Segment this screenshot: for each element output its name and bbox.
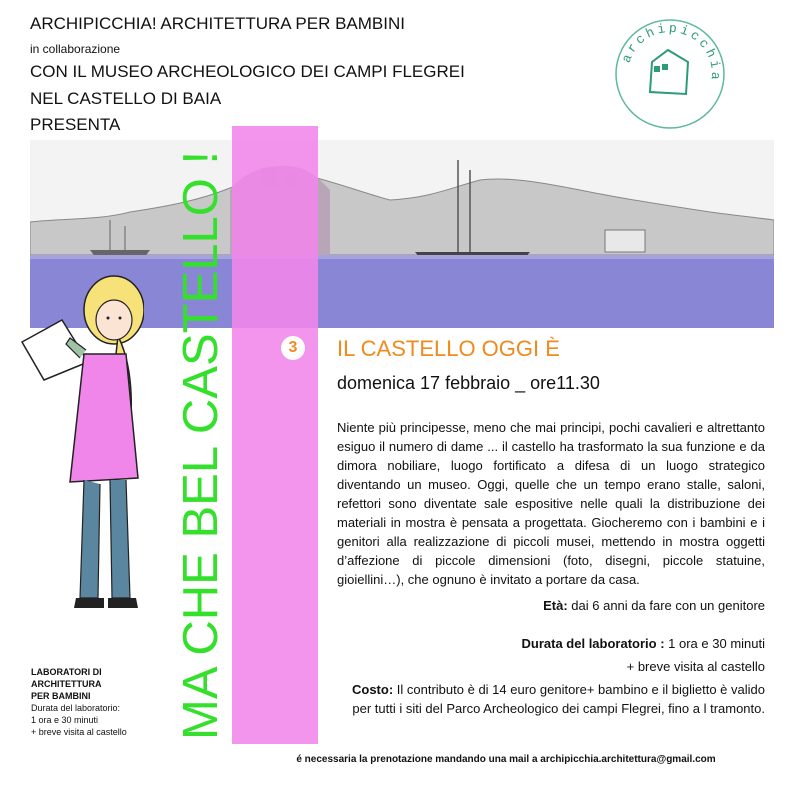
header-museum: CON IL MUSEO ARCHEOLOGICO DEI CAMPI FLEGREI xyxy=(30,62,465,81)
sidebar-title-2: ARCHITETTURA xyxy=(31,679,102,689)
cost-info xyxy=(337,680,765,718)
sidebar-line-3: + breve visita al castello xyxy=(31,727,127,737)
sidebar-line-2: 1 ora e 30 minuti xyxy=(31,715,99,725)
age-value: dai 6 anni da fare con un genitore xyxy=(567,598,765,613)
duration-extra: + breve visita al castello xyxy=(626,659,765,674)
event-description: Niente più principesse, meno che mai principi, pochi cavalieri e altrettanto esiguo il numero di dame ... il castello ha trasformato la sua funzione e da dimora nobiliare, luogo fortificato a difesa di un luogo strategico diventando un museo. Oggi, quelle che un tempo erano stalle, saloni, refettori sono diventate sale espositive nelle quali la distribuzione dei materiali in mostra è pensata a progettata. Giocheremo con i bambini e i genitori alla realizzazione di piccoli musei, mettendo in mostra oggetti d’affezione di piccole dimensioni (foto, disegni, piccole statuine, gioiellini…), che ognuno è invitato a portare da casa. xyxy=(337,420,765,587)
header-collaboration: in collaborazione xyxy=(30,42,121,56)
girl-drawing-illustration xyxy=(14,258,144,628)
archipicchia-logo xyxy=(610,14,730,134)
logo-text: archipicchia xyxy=(618,20,724,84)
event-title: IL CASTELLO OGGI È xyxy=(337,336,560,361)
pink-accent-bar xyxy=(232,126,318,744)
duration-value: 1 ora e 30 minuti xyxy=(664,636,765,651)
age-info xyxy=(337,598,765,613)
duration-label: Durata del laboratorio : xyxy=(521,636,665,651)
sidebar-info xyxy=(31,666,127,738)
event-date: domenica 17 febbraio _ ore11.30 xyxy=(337,373,600,393)
cost-value: Il contributo è di 14 euro genitore+ bambino e il biglietto è valido per tutti i siti del Parco Archeologico dei campi Flegrei, fino a l tramonto. xyxy=(352,682,765,716)
sidebar-title-1: LABORATORI DI xyxy=(31,667,102,677)
header-castle: NEL CASTELLO DI BAIA xyxy=(30,89,222,108)
age-label: Età: xyxy=(543,598,568,613)
duration-info xyxy=(337,636,765,651)
sidebar-title-3: PER BAMBINI xyxy=(31,691,91,701)
booking-note: é necessaria la prenotazione mandando una mail a archipicchia.architettura@gmail.com xyxy=(296,754,716,765)
event-number-badge: 3 xyxy=(281,336,305,360)
header-presents: PRESENTA xyxy=(30,115,121,134)
vertical-title: MA CHE BEL CASTELLO ! xyxy=(174,150,228,740)
header-title: ARCHIPICCHIA! ARCHITETTURA PER BAMBINI xyxy=(30,14,405,33)
cost-label: Costo: xyxy=(352,682,394,697)
sidebar-line-1: Durata del laboratorio: xyxy=(31,703,121,713)
